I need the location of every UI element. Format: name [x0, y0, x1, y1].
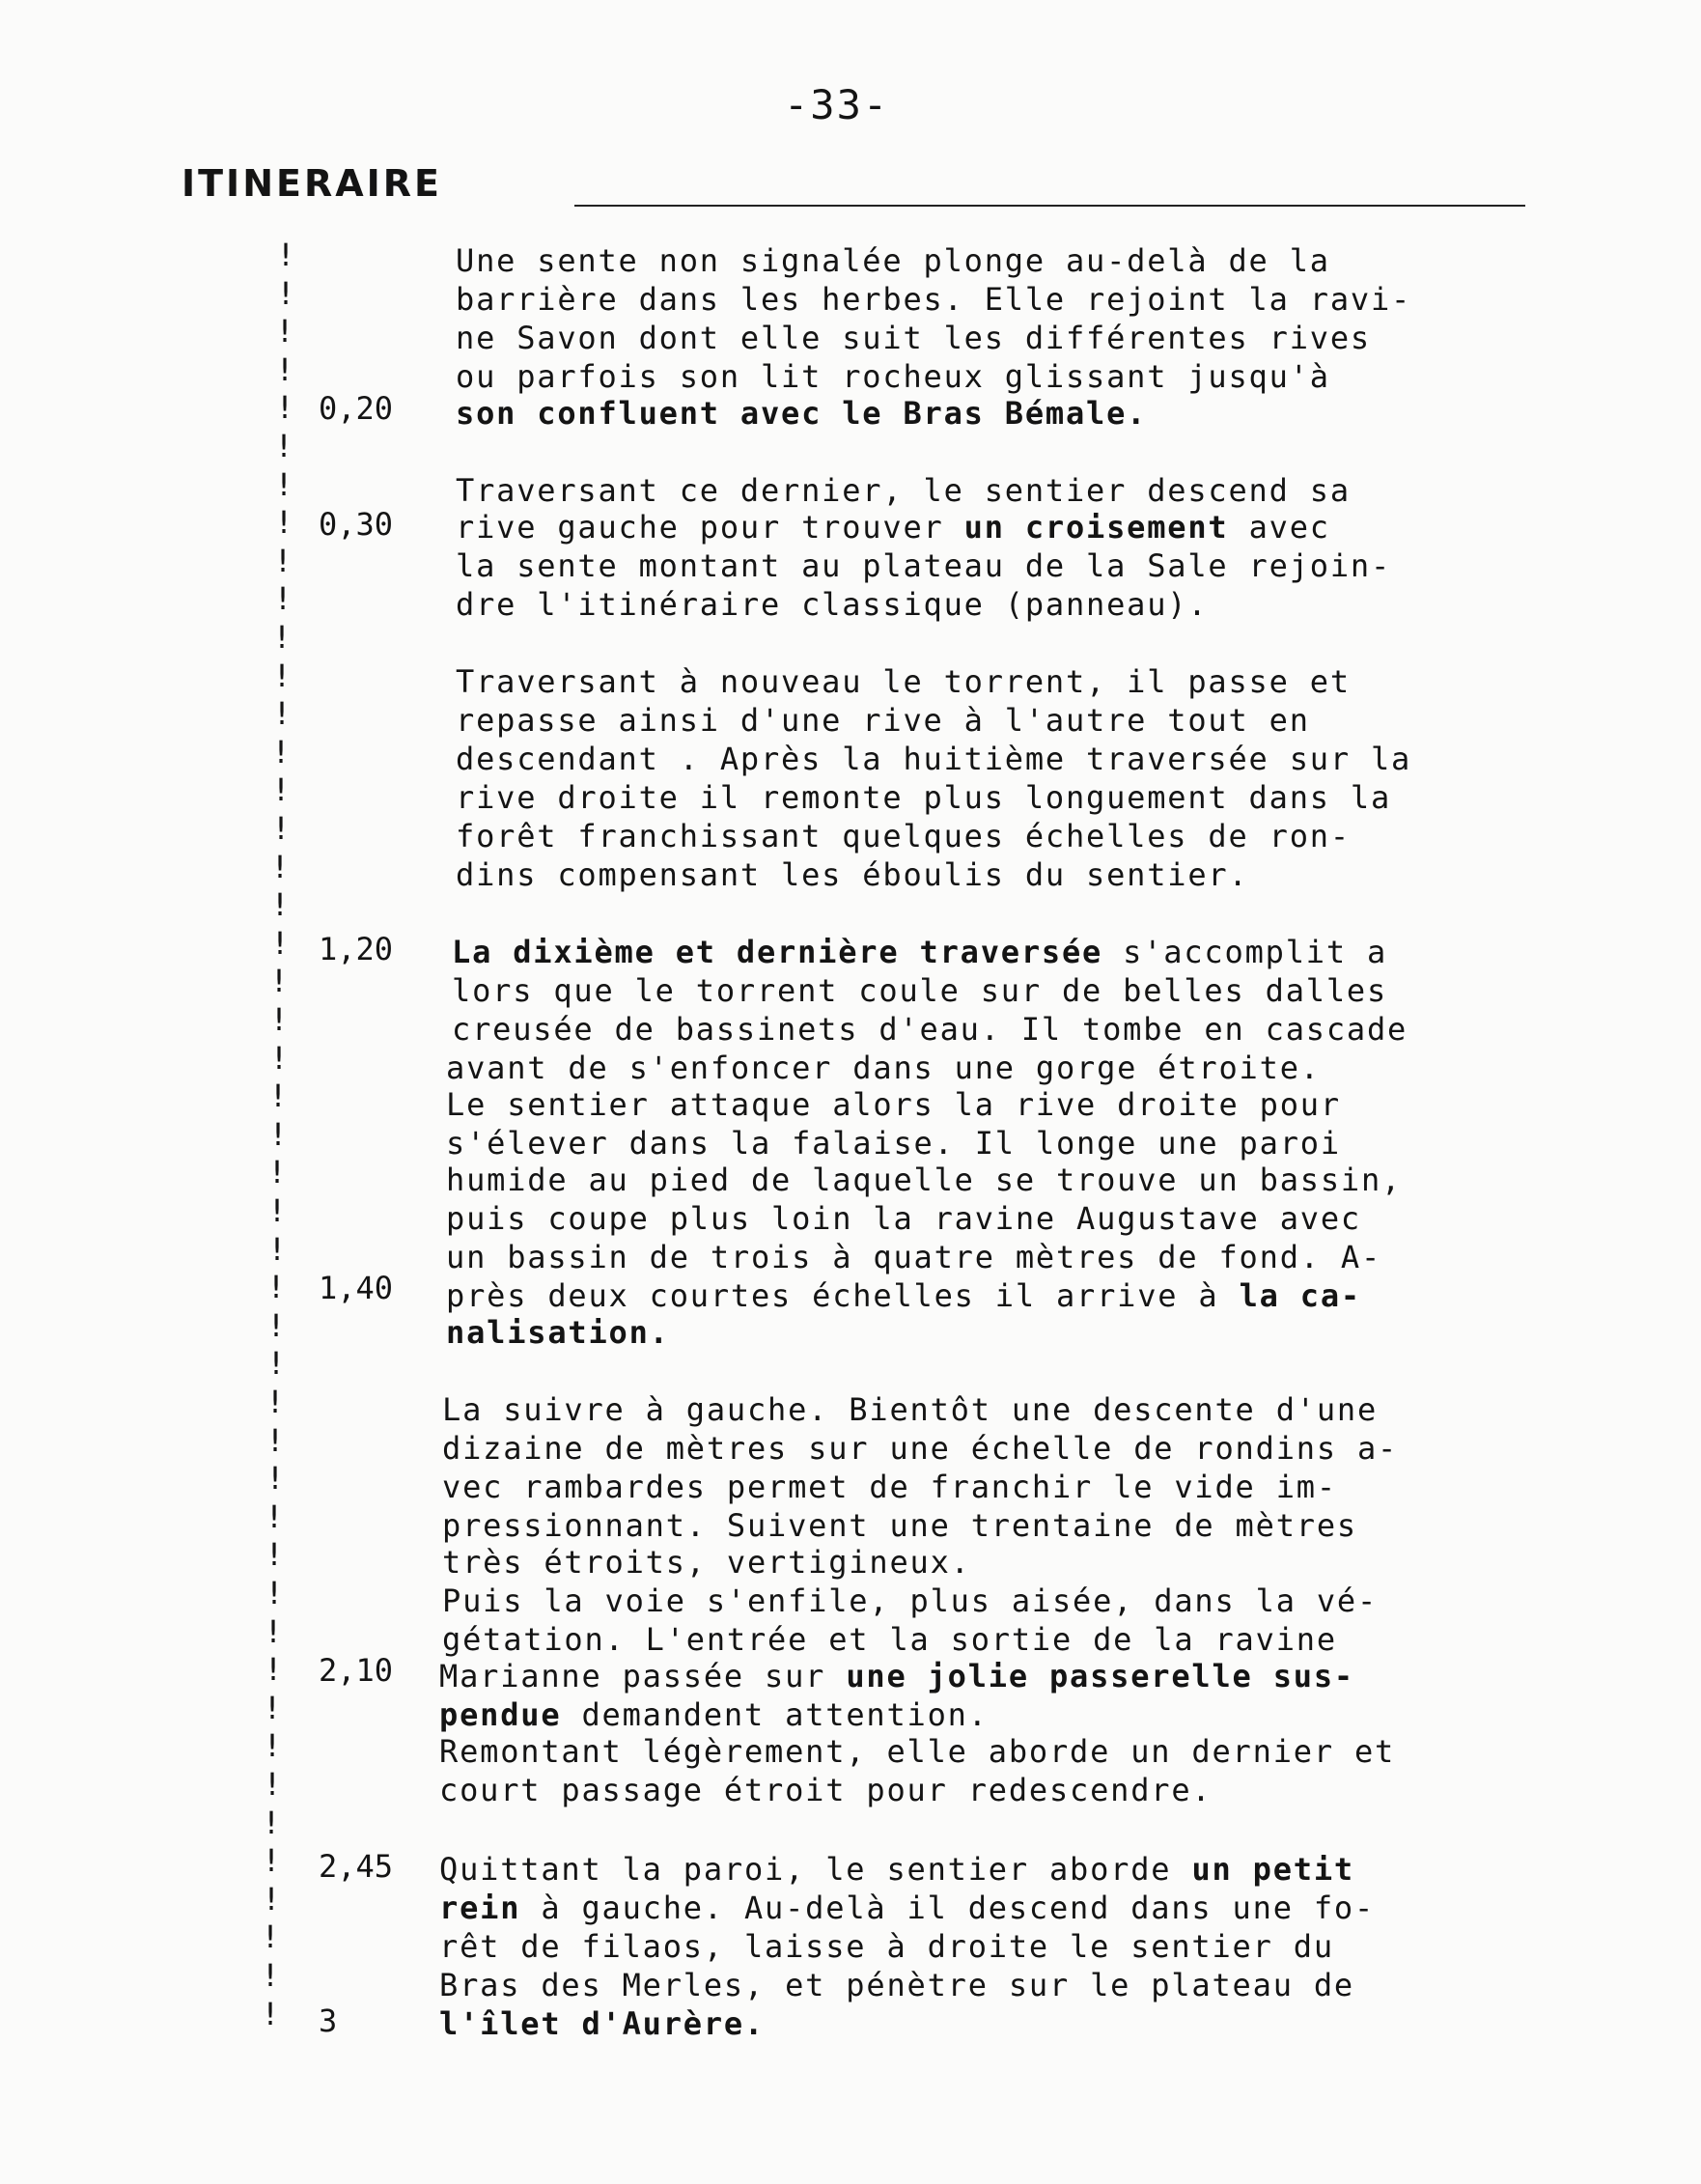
- text-line: [442, 1431, 1398, 1466]
- text-span: repasse ainsi d'une rive à l'autre tout en: [456, 702, 1310, 739]
- separator-mark: !: [261, 1918, 280, 1955]
- text-span: creusée de bassinets d'eau. Il tombe en cascade: [452, 1011, 1408, 1048]
- separator-mark: !: [273, 543, 293, 579]
- text-line: [439, 1697, 989, 1732]
- text-line: [446, 1201, 1361, 1236]
- text-line: [456, 780, 1391, 815]
- text-span: s'accomplit a: [1102, 934, 1388, 970]
- separator-mark: !: [272, 658, 292, 694]
- separator-mark: !: [270, 849, 290, 885]
- text-span: rêt de filaos, laisse à droite le sentier du: [439, 1928, 1334, 1965]
- separator-mark: !: [275, 313, 294, 350]
- text-span: descendant . Après la huitième traversée sur la: [456, 741, 1412, 777]
- separator-mark: !: [267, 1192, 287, 1229]
- separator-mark: !: [262, 1805, 281, 1841]
- separator-mark: !: [267, 1154, 287, 1190]
- separator-mark: !: [269, 963, 289, 999]
- separator-mark: !: [271, 771, 291, 808]
- text-span: la sente montant au plateau de la Sale rejoin-: [456, 547, 1392, 584]
- bold-text: un petit: [1191, 1851, 1354, 1888]
- text-line: [446, 1050, 1321, 1085]
- text-span: Une sente non signalée plonge au-delà de la: [456, 242, 1330, 279]
- text-line: [456, 396, 1147, 431]
- separator-mark: !: [265, 1422, 285, 1459]
- text-span: près deux courtes échelles il arrive à: [446, 1277, 1240, 1314]
- page-number: -33-: [784, 81, 890, 128]
- text-span: gétation. L'entrée et la sortie de la ravine: [442, 1621, 1337, 1658]
- separator-mark: !: [274, 428, 293, 464]
- distance-value: 3: [319, 2002, 338, 2039]
- separator-mark: !: [263, 1766, 282, 1803]
- text-line: [456, 857, 1249, 892]
- text-span: humide au pied de laquelle se trouve un bassin,: [446, 1162, 1403, 1198]
- separator-mark: !: [266, 1269, 286, 1305]
- text-span: rive gauche pour trouver: [456, 509, 964, 546]
- text-span: très étroits, vertigineux.: [442, 1544, 971, 1581]
- text-line: [456, 359, 1330, 394]
- separator-mark: !: [262, 1881, 281, 1918]
- separator-mark: !: [267, 1231, 287, 1268]
- text-line: [439, 1773, 1213, 1807]
- text-line: [439, 1890, 1375, 1925]
- text-line: [456, 473, 1351, 508]
- text-line: [456, 587, 1208, 622]
- text-span: s'élever dans la falaise. Il longe une paroi: [446, 1125, 1341, 1162]
- separator-mark: !: [261, 1996, 280, 2032]
- separator-mark: !: [269, 1040, 289, 1077]
- separator-mark: !: [263, 1690, 282, 1726]
- text-span: puis coupe plus loin la ravine Augustave avec: [446, 1200, 1361, 1237]
- text-span: dre l'itinéraire classique (panneau).: [456, 586, 1209, 623]
- text-line: [456, 510, 1330, 545]
- separator-mark: !: [271, 810, 291, 847]
- text-span: Le sentier attaque alors la rive droite pour: [446, 1086, 1341, 1123]
- bold-text: son confluent avec le Bras Bémale.: [456, 395, 1148, 432]
- text-line: [442, 1622, 1337, 1657]
- distance-value: 2,45: [319, 1848, 394, 1885]
- heading-rule: [574, 205, 1525, 207]
- text-line: [439, 1852, 1354, 1887]
- bold-text: l'îlet d'Aurère.: [439, 2005, 766, 2042]
- separator-mark: !: [268, 1078, 288, 1114]
- separator-mark: !: [268, 1116, 288, 1153]
- text-span: pressionnant. Suivent une trentaine de mètres: [442, 1507, 1357, 1544]
- text-line: [456, 243, 1330, 278]
- separator-mark: !: [272, 619, 292, 656]
- separator-mark: !: [262, 1842, 281, 1879]
- separator-mark: !: [275, 351, 294, 388]
- separator-mark: !: [265, 1498, 284, 1535]
- text-span: dins compensant les éboulis du sentier.: [456, 856, 1249, 893]
- text-line: [456, 819, 1351, 854]
- text-line: [446, 1240, 1381, 1274]
- text-line: [446, 1087, 1341, 1122]
- text-line: [439, 1659, 1354, 1694]
- text-span: barrière dans les herbes. Elle rejoint la ravi-: [456, 281, 1412, 318]
- text-line: [442, 1392, 1378, 1427]
- distance-value: 0,20: [319, 390, 394, 427]
- text-span: Puis la voie s'enfile, plus aisée, dans la vé-: [442, 1582, 1379, 1619]
- text-line: [456, 742, 1411, 776]
- text-line: [446, 1126, 1341, 1161]
- text-line: [456, 548, 1391, 583]
- text-line: [456, 703, 1310, 738]
- text-span: dizaine de mètres sur une échelle de rondins a-: [442, 1430, 1399, 1467]
- separator-mark: !: [276, 237, 295, 273]
- text-span: Remontant légèrement, elle aborde un dernier et: [439, 1733, 1396, 1770]
- text-span: court passage étroit pour redescendre.: [439, 1772, 1213, 1808]
- text-span: Marianne passée sur: [439, 1658, 847, 1694]
- separator-mark: !: [264, 1651, 283, 1688]
- separator-mark: !: [272, 695, 292, 732]
- distance-value: 2,10: [319, 1652, 394, 1689]
- text-span: Quittant la paroi, le sentier aborde: [439, 1851, 1192, 1888]
- text-span: ne Savon dont elle suit les différentes rives: [456, 320, 1371, 356]
- separator-mark: !: [274, 466, 293, 503]
- text-span: lors que le torrent coule sur de belles dalles: [452, 972, 1388, 1009]
- distance-value: 1,40: [319, 1270, 394, 1306]
- text-span: avec: [1228, 509, 1330, 546]
- text-span: Traversant ce dernier, le sentier descend sa: [456, 472, 1351, 509]
- text-line: [439, 1929, 1334, 1964]
- separator-mark: !: [264, 1613, 283, 1650]
- separator-mark: !: [265, 1460, 285, 1497]
- text-line: [439, 1968, 1354, 2002]
- text-line: [456, 664, 1351, 699]
- text-span: Bras des Merles, et pénètre sur le plateau de: [439, 1967, 1354, 2003]
- separator-mark: !: [265, 1384, 285, 1420]
- separator-mark: !: [271, 734, 291, 770]
- text-line: [456, 282, 1411, 317]
- bold-text: rein: [439, 1890, 521, 1926]
- text-line: [452, 935, 1387, 969]
- separator-mark: !: [270, 886, 290, 923]
- text-line: [452, 973, 1387, 1008]
- text-line: [456, 321, 1371, 355]
- separator-mark: !: [265, 1575, 284, 1611]
- text-span: demandent attention.: [561, 1696, 989, 1733]
- separator-mark: !: [275, 389, 294, 426]
- separator-mark: !: [266, 1307, 286, 1344]
- text-span: Traversant à nouveau le torrent, il passe et: [456, 663, 1351, 700]
- distance-value: 0,30: [319, 506, 394, 543]
- text-line: [439, 2006, 765, 2041]
- bold-text: nalisation.: [446, 1314, 670, 1351]
- separator-mark: !: [263, 1727, 282, 1764]
- separator-mark: !: [261, 1957, 280, 1994]
- text-span: à gauche. Au-delà il descend dans une fo-: [520, 1890, 1376, 1926]
- text-span: La suivre à gauche. Bientôt une descente d'une: [442, 1391, 1379, 1428]
- text-line: [446, 1162, 1402, 1197]
- section-heading: ITINERAIRE: [181, 162, 442, 205]
- text-span: un bassin de trois à quatre mètres de fond. A-: [446, 1239, 1382, 1275]
- bold-text: une jolie passerelle sus-: [846, 1658, 1354, 1694]
- distance-value: 1,20: [319, 931, 394, 967]
- text-span: ou parfois son lit rocheux glissant jusqu'à: [456, 358, 1330, 395]
- separator-mark: !: [266, 1345, 286, 1382]
- text-span: rive droite il remonte plus longuement dans la: [456, 779, 1392, 816]
- text-span: avant de s'enfoncer dans une gorge étroite.: [446, 1050, 1321, 1086]
- separator-mark: !: [265, 1536, 284, 1573]
- text-span: forêt franchissant quelques échelles de ron-: [456, 818, 1351, 854]
- text-line: [442, 1470, 1337, 1504]
- text-line: [446, 1278, 1361, 1313]
- separator-mark: !: [273, 580, 293, 617]
- bold-text: pendue: [439, 1696, 562, 1733]
- bold-text: un croisement: [963, 509, 1229, 546]
- separator-mark: !: [269, 1001, 289, 1038]
- text-line: [442, 1545, 971, 1580]
- text-line: [442, 1508, 1357, 1543]
- separator-mark: !: [276, 275, 295, 312]
- bold-text: La dixième et dernière traversée: [452, 934, 1103, 970]
- separator-mark: !: [274, 504, 293, 541]
- text-line: [452, 1012, 1408, 1047]
- text-line: [446, 1315, 670, 1350]
- text-span: vec rambardes permet de franchir le vide im-: [442, 1469, 1337, 1505]
- text-line: [439, 1734, 1395, 1769]
- text-line: [442, 1583, 1378, 1618]
- separator-mark: !: [270, 925, 290, 962]
- bold-text: la ca-: [1239, 1277, 1361, 1314]
